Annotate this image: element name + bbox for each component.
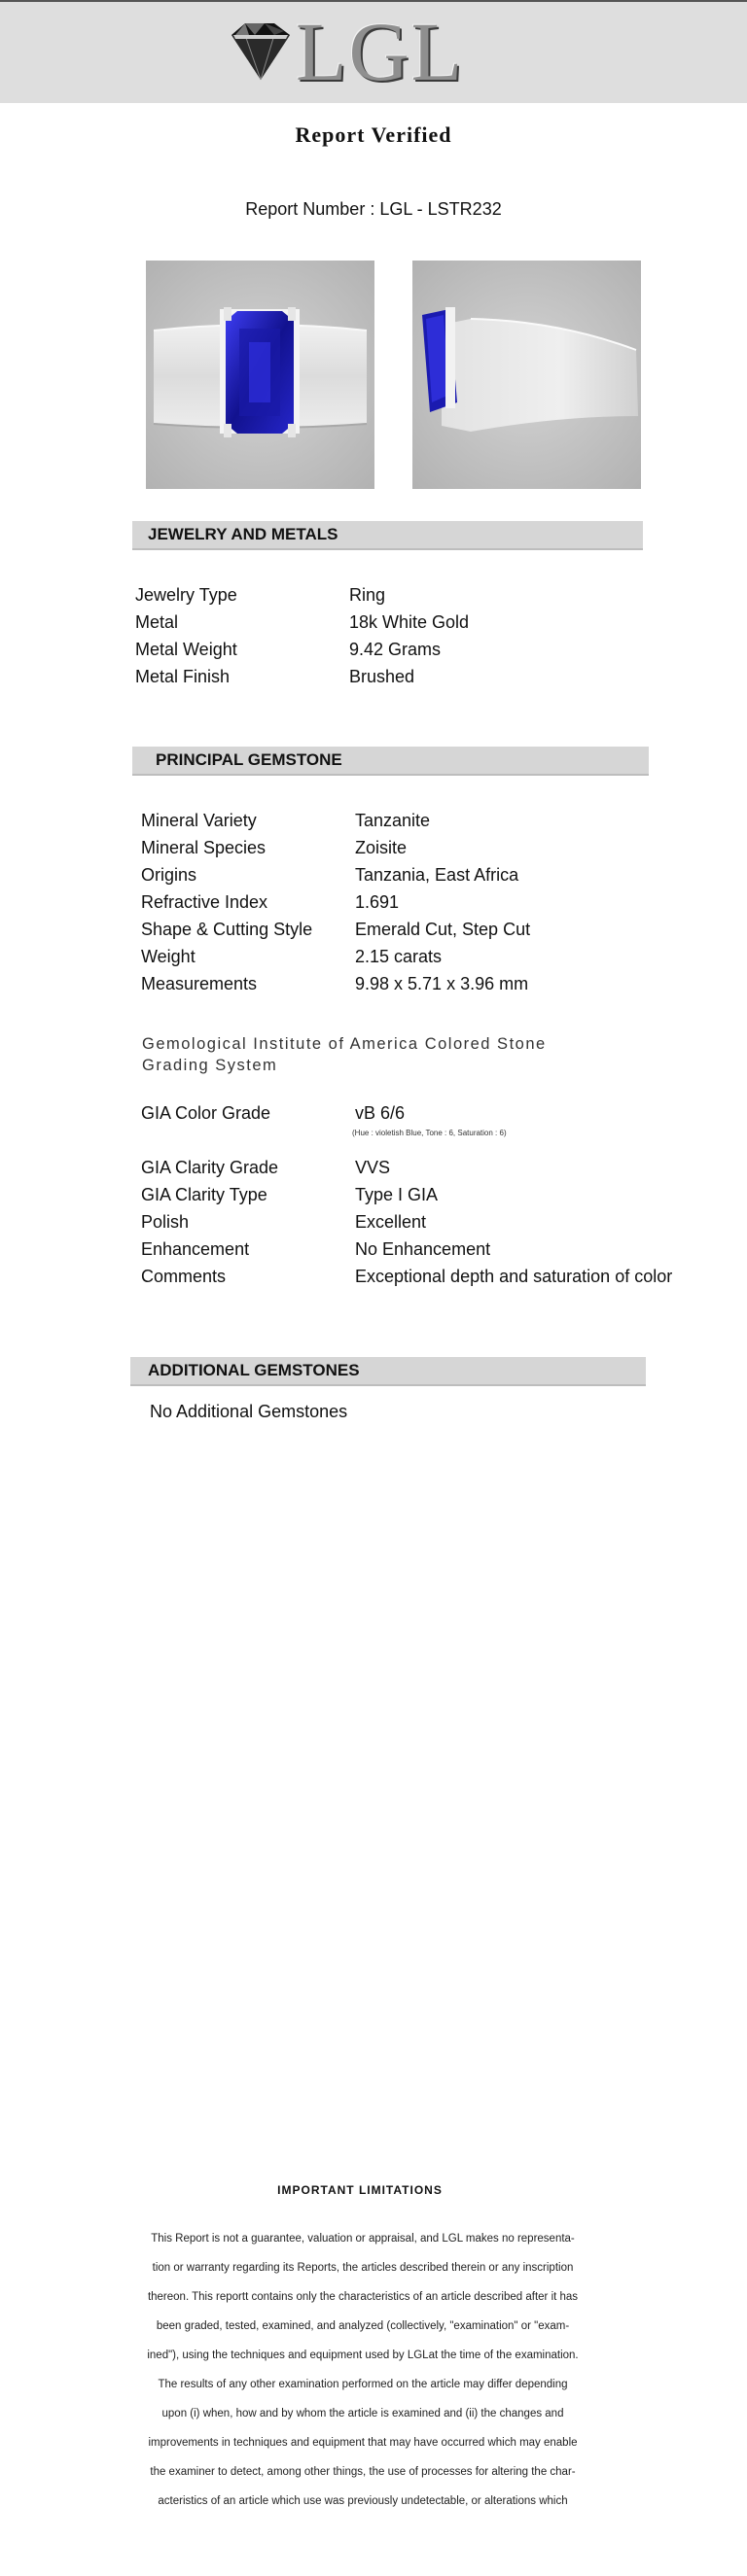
detail-label: GIA Color Grade — [141, 1103, 271, 1123]
limitations-line: ined"), using the techniques and equipment used by LGLat the time of the examination. — [147, 2350, 579, 2361]
detail-label: GIA Clarity Type — [141, 1185, 267, 1204]
detail-value: 9.98 x 5.71 x 3.96 mm — [355, 974, 529, 993]
limitations-line: The results of any other examination performed on the article may differ depending — [158, 2379, 568, 2390]
section-jewelry-metals — [132, 521, 643, 550]
report-number: Report Number : LGL - LSTR232 — [245, 199, 502, 219]
section-heading: JEWELRY AND METALS — [148, 525, 338, 543]
detail-value: Brushed — [349, 667, 415, 686]
detail-value: Ring — [349, 585, 386, 605]
detail-value: 9.42 Grams — [349, 640, 442, 659]
detail-value: Zoisite — [355, 838, 408, 857]
detail-label: Polish — [141, 1212, 190, 1232]
detail-label: Metal Weight — [135, 640, 237, 659]
detail-label: Refractive Index — [141, 892, 268, 912]
detail-value: 1.691 — [355, 892, 400, 912]
limitations-line: tion or warranty regarding its Reports, the articles described therein or any inscription — [152, 2262, 574, 2274]
ring-side-photo — [412, 261, 641, 489]
limitations-line: the examiner to detect, among other things, the use of processes for altering the char- — [150, 2466, 576, 2478]
limitations-body — [105, 2224, 621, 2516]
detail-value: VVS — [355, 1158, 391, 1177]
detail-label: Metal — [135, 612, 179, 632]
section-heading: ADDITIONAL GEMSTONES — [148, 1361, 360, 1379]
detail-label: Origins — [141, 865, 197, 885]
detail-label: Enhancement — [141, 1239, 250, 1259]
detail-label: Jewelry Type — [135, 585, 237, 605]
limitations-line: upon (i) when, how and by whom the article is examined and (ii) the changes and — [161, 2408, 564, 2419]
limitations-line: acteristics of an article which use was previously undetectable, or alterations which — [158, 2495, 568, 2507]
detail-label: Shape & Cutting Style — [141, 920, 313, 939]
limitations-line: been graded, tested, examined, and analyzed (collectively, "examination" or "exam- — [156, 2320, 570, 2332]
detail-value: Tanzanite — [355, 811, 431, 830]
detail-value: Excellent — [355, 1212, 427, 1232]
additional-gemstones-text: No Additional Gemstones — [150, 1402, 348, 1421]
color-grade-note: (Hue : violetish Blue, Tone : 6, Saturation : 6) — [352, 1129, 507, 1137]
detail-label: Mineral Species — [141, 838, 267, 857]
lgl-logo — [226, 5, 479, 98]
detail-value: 2.15 carats — [355, 947, 443, 966]
ring-front-image — [146, 261, 374, 489]
page-title: Report Verified — [295, 122, 452, 147]
section-principal-gemstone — [132, 747, 649, 776]
section-heading: PRINCIPAL GEMSTONE — [156, 750, 342, 769]
report-header — [0, 0, 747, 103]
logo-text: LGL — [296, 5, 465, 98]
ring-side-image — [412, 261, 641, 489]
detail-value: 18k White Gold — [349, 612, 470, 632]
detail-value: No Enhancement — [355, 1239, 491, 1259]
ring-front-photo — [146, 261, 374, 489]
detail-label: GIA Clarity Grade — [141, 1158, 279, 1177]
detail-label: Metal Finish — [135, 667, 231, 686]
limitations-line: This Report is not a guarantee, valuation or appraisal, and LGL makes no representa- — [151, 2233, 575, 2245]
detail-value: vB 6/6 — [355, 1103, 406, 1123]
section-additional-gemstones — [130, 1357, 646, 1386]
detail-label: Mineral Variety — [141, 811, 257, 830]
detail-value: Type I GIA — [355, 1185, 439, 1204]
limitations-title: IMPORTANT LIMITATIONS — [277, 2183, 443, 2197]
detail-value: Emerald Cut, Step Cut — [355, 920, 531, 939]
detail-label: Measurements — [141, 974, 258, 993]
detail-value: Tanzania, East Africa — [355, 865, 519, 885]
gia-grading-heading: Gemological Institute of America Colored Stone Grading System — [142, 1035, 547, 1074]
detail-value: Exceptional depth and saturation of color — [355, 1267, 673, 1286]
limitations-line: improvements in techniques and equipment that may have occurred which may enable — [148, 2437, 578, 2449]
limitations-line: thereon. This reportt contains only the characteristics of an article described after it has — [147, 2291, 579, 2303]
diamond-icon — [226, 21, 294, 82]
detail-label: Comments — [141, 1267, 227, 1286]
detail-label: Weight — [141, 947, 196, 966]
